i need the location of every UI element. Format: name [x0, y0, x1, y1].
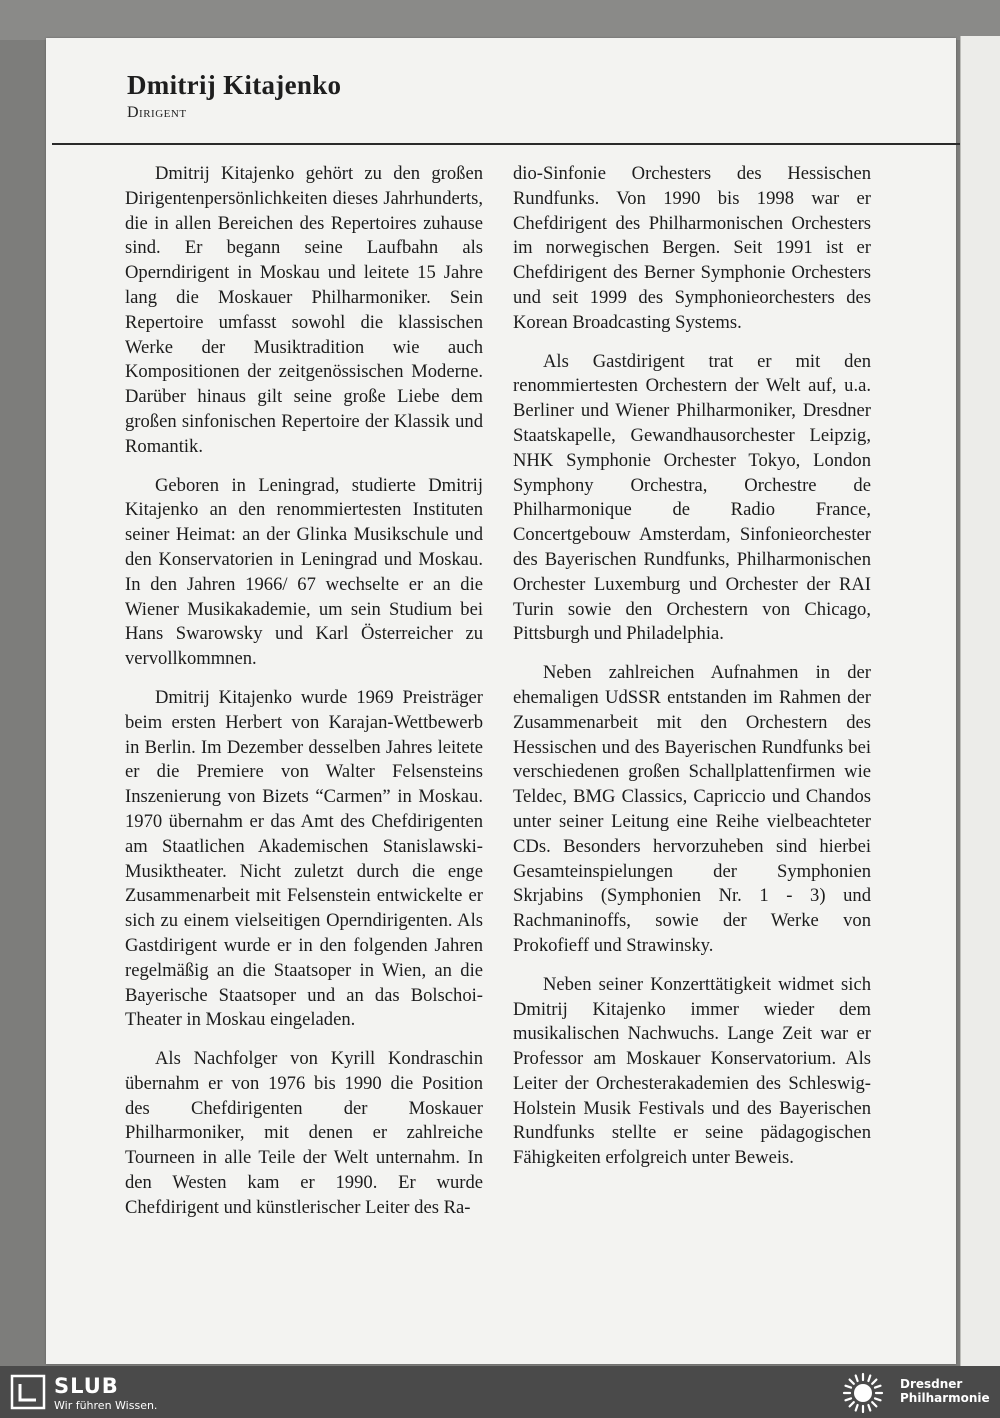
paragraph: Dmitrij Kitajenko gehört zu den großen Dirigentenpersönlichkeiten dieses Jahrhunderts, die in allen Bereichen des Repertoires zuhause sind. Er begann seine Laufbahn als Operndirigent in Moskau und leitete 15 Jahre lang die Moskauer Philharmoniker. Sein Repertoire umfasst sowohl die klassischen Werke der Musiktradition wie auch Kompositionen der zeitgenössischen Moderne. Darüber hinaus gilt seine große Liebe dem großen sinfonischen Repertoire der Klassik und Romantik.: [125, 163, 483, 457]
paragraph: Als Gastdirigent trat er mit den renommiertesten Orchestern der Welt auf, u.a. Berliner und Wiener Philharmoniker, Dresdner Staatskapelle, Gewandhausorchester Leipzig, NHK Symphonie Orchester Tokyo, London Symphony Orchestra, Orchestre de Philharmonique de Radio France, Concertgebouw Amsterdam, Sinfonieorchester des Bayerischen Rundfunks, Philharmonischen Orchester Luxemburg und Orchester der RAI Turin sowie den Orchestern von Chicago, Pittsburgh und Philadelphia.: [513, 350, 871, 645]
library-tagline: Wir führen Wissen.: [54, 1399, 158, 1412]
partner-name-line1: Dresdner: [900, 1377, 963, 1391]
page-subtitle: Dirigent: [127, 104, 187, 121]
partner-name-line2: Philharmonie: [900, 1391, 990, 1405]
header-divider: [52, 143, 960, 145]
paragraph: Als Nachfolger von Kyrill Kondraschin übernahm er von 1976 bis 1990 die Position des Chefdirigenten der Moskauer Philharmoniker, mit denen er zahlreiche Tourneen in alle Teile der Welt unternahm. In den Westen kam er 1990. Er wurde Chefdirigent und künstlerischer Leiter des Ra-: [125, 1048, 483, 1218]
scan-background: [0, 0, 1000, 40]
text-column-left: [125, 162, 483, 1235]
footer-bar: [0, 1366, 1000, 1418]
paragraph: Neben zahlreichen Aufnahmen in der ehemaligen UdSSR entstanden im Rahmen der Zusammenarbeit mit den Orchestern des Hessischen und des Bayerischen Rundfunks bei verschiedenen großen Schallplattenfirmen wie Teldec, BMG Classics, Capriccio und Chandos unter seiner Leitung eine Reihe vielbeachteter CDs. Besonders hervorzuheben sind hierbei Gesamteinspielungen der Symphonien Skrjabins (Symphonien Nr. 1 - 3) und Rachmaninoffs, sowie der Werke von Prokofieff und Strawinsky.: [513, 662, 871, 956]
paragraph: Dmitrij Kitajenko wurde 1969 Preisträger beim ersten Herbert von Karajan-Wettbewerb in Berlin. Im Dezember desselben Jahres leitete er die Premiere von Walter Felsensteins Inszenierung von Bizets “Carmen” in Moskau. 1970 übernahm er das Amt des Chefdirigenten am Staatlichen Akademischen Stanislawski-Musiktheater. Nicht zuletzt durch die enge Zusammenarbeit mit Felsenstein entwickelte er sich zu einem vielseitigen Operndirigenten. Als Gastdirigent wurde er in den folgenden Jahren regelmäßig an die Staatsoper in Wien, an die Bayerische Staatsoper und an das Bolschoi-Theater in Moskau eingeladen.: [125, 686, 483, 1031]
partner-name[interactable]: [900, 1377, 990, 1405]
paragraph: Neben seiner Konzerttätigkeit widmet sich Dmitrij Kitajenko immer wieder dem musikalischen Nachwuchs. Lange Zeit war er Professor am Moskauer Konservatorium. Als Leiter der Orchesterakademien des Schleswig-Holstein Musik Festivals und des Bayerischen Rundfunks stellte er seine pädagogischen Fähigkeiten erfolgreich unter Beweis.: [513, 973, 871, 1169]
paragraph: Geboren in Leningrad, studierte Dmitrij Kitajenko an den renommiertesten Instituten seiner Heimat: an der Glinka Musikschule und den Konservatorien in Leningrad und Moskau. In den Jahren 1966/ 67 wechselte er an die Wiener Musikakademie, um sein Studium bei Hans Swarowsky und Karl Österreicher zu vervollkommnen.: [125, 474, 483, 670]
philharmonie-logo-icon[interactable]: [842, 1372, 884, 1414]
page-title: Dmitrij Kitajenko: [127, 70, 342, 100]
library-name[interactable]: SLUB: [54, 1374, 119, 1398]
paragraph: dio-Sinfonie Orchesters des Hessischen Rundfunks. Von 1990 bis 1998 war er Chefdirigent des Philharmonischen Orchesters im norwegischen Bergen. Seit 1991 ist er Chefdirigent des Berner Symphonie Orchesters und seit 1999 des Symphonieorchesters des Korean Broadcasting Systems.: [513, 163, 871, 333]
slub-logo-icon[interactable]: [10, 1374, 46, 1410]
adjacent-page-edge: [960, 36, 1000, 1366]
text-column-right: [513, 162, 871, 1185]
